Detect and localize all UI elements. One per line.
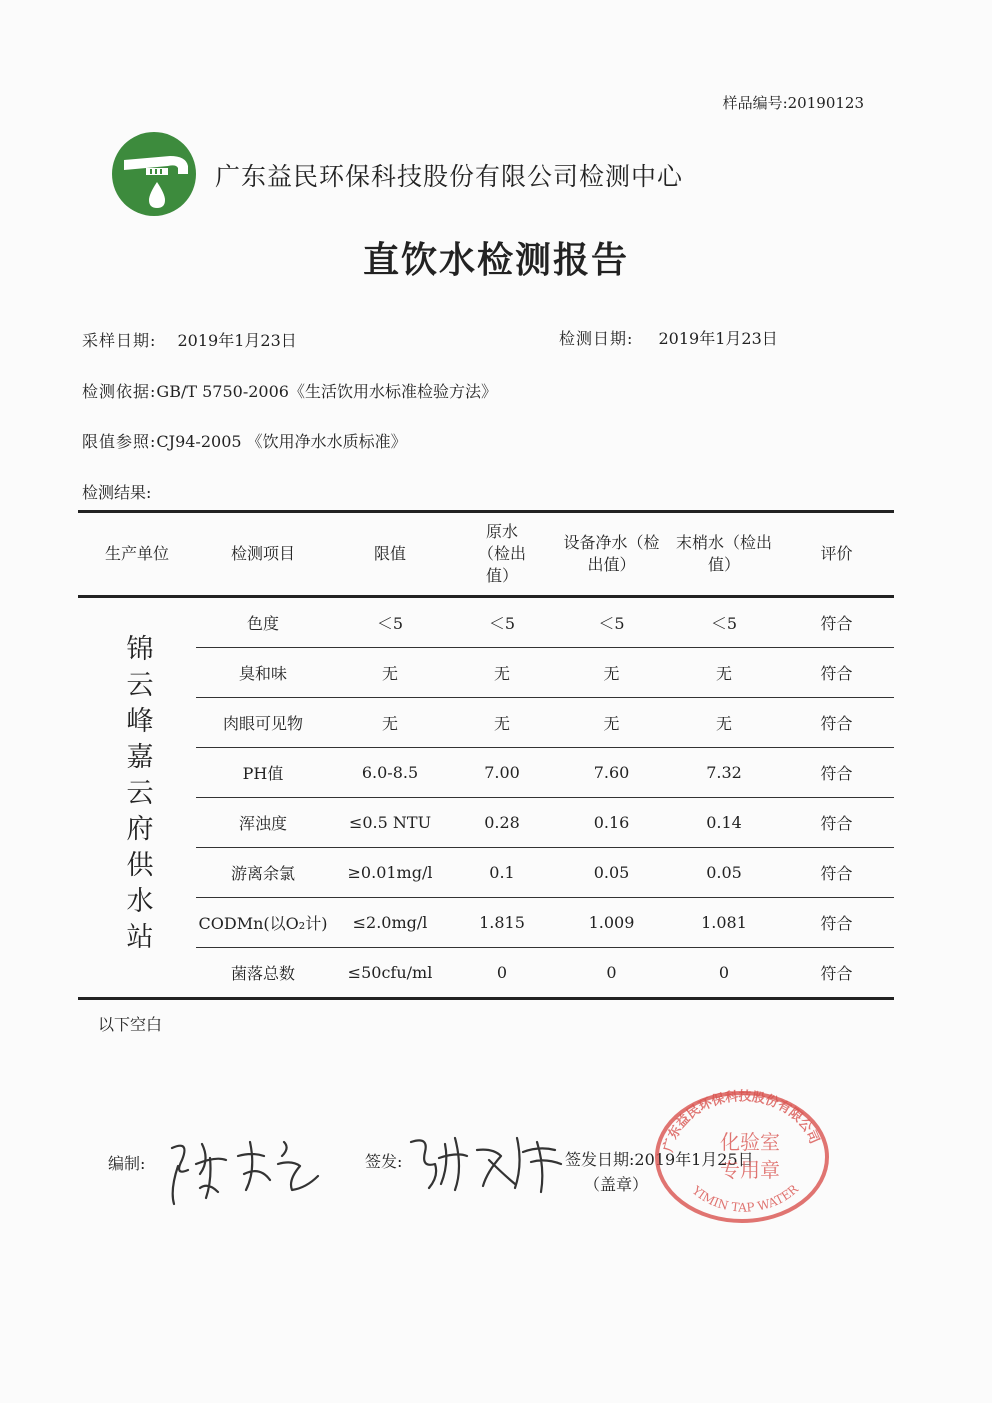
issue-date-label: 签发日期: [565, 1150, 635, 1169]
header-evaluation: 评价 [779, 512, 894, 597]
table-header-row [78, 512, 894, 597]
table-row [78, 948, 894, 999]
cell-item: PH值 [196, 748, 330, 798]
header-tap-water-text: 末梢水（检出值） [676, 533, 773, 574]
results-label: 检测结果: [82, 483, 152, 502]
cell-raw: ＜5 [450, 597, 554, 648]
cell-item: CODMn(以O₂计) [196, 898, 330, 948]
limit-reference-label: 限值参照: [82, 432, 157, 451]
test-date [559, 326, 778, 349]
cell-raw: 0.28 [450, 798, 554, 848]
table-row [78, 748, 894, 798]
cell-limit: 6.0-8.5 [330, 748, 450, 798]
sample-number-label: 样品编号: [722, 94, 788, 112]
limit-reference-value: CJ94-2005 《饮用净水水质标准》 [156, 432, 407, 451]
sampling-date-label: 采样日期: [82, 331, 157, 350]
prepared-signature-icon [160, 1130, 325, 1210]
cell-limit: ≥0.01mg/l [330, 848, 450, 898]
test-basis [82, 379, 497, 402]
results-table [78, 510, 894, 1000]
header-device-water-text: 设备净水（检出值） [563, 533, 660, 574]
report-title: 直饮水检测报告 [362, 239, 629, 281]
cell-result: 符合 [779, 798, 894, 848]
cell-device: 1.009 [554, 898, 669, 948]
production-unit: 锦云峰嘉云府供水站 [121, 633, 153, 958]
issuer-signature-icon [405, 1128, 570, 1200]
seal-bottom-text: YIMIN TAP WATER [689, 1181, 801, 1215]
cell-result: 符合 [779, 948, 894, 999]
prepared-by-label: 编制: [108, 1154, 146, 1173]
header-limit: 限值 [330, 512, 450, 597]
cell-item: 游离余氯 [196, 848, 330, 898]
cell-tap: 0.14 [669, 798, 779, 848]
header-raw-water-text: 原水（检出值） [477, 522, 526, 585]
cell-item: 肉眼可见物 [196, 698, 330, 748]
company-name: 广东益民环保科技股份有限公司检测中心 [215, 162, 684, 191]
company-logo-icon [110, 130, 198, 218]
production-unit-cell [78, 597, 196, 999]
table-row [78, 848, 894, 898]
cell-item: 色度 [196, 597, 330, 648]
seal-label: （盖章） [584, 1175, 649, 1194]
cell-limit: 无 [330, 648, 450, 698]
sampling-date-value: 2019年1月23日 [177, 331, 297, 350]
cell-tap: 1.081 [669, 898, 779, 948]
cell-device: 7.60 [554, 748, 669, 798]
cell-device: 0 [554, 948, 669, 999]
header-device-water [554, 512, 669, 597]
cell-item: 臭和味 [196, 648, 330, 698]
cell-tap: 7.32 [669, 748, 779, 798]
cell-tap: 0.05 [669, 848, 779, 898]
cell-limit: ≤0.5 NTU [330, 798, 450, 848]
cell-result: 符合 [779, 748, 894, 798]
cell-device: 0.16 [554, 798, 669, 848]
seal-mid-text-2: 专用章 [720, 1158, 780, 1182]
cell-result: 符合 [779, 848, 894, 898]
cell-limit: ≤2.0mg/l [330, 898, 450, 948]
table-row [78, 597, 894, 648]
test-basis-value: GB/T 5750-2006《生活饮用水标准检验方法》 [156, 382, 497, 401]
cell-item: 菌落总数 [196, 948, 330, 999]
seal-top-text: 广东益民环保科技股份有限公司 [661, 1089, 822, 1154]
cell-device: ＜5 [554, 597, 669, 648]
cell-tap: 无 [669, 648, 779, 698]
cell-raw: 7.00 [450, 748, 554, 798]
blank-below-note: 以下空白 [98, 1015, 163, 1034]
cell-result: 符合 [779, 698, 894, 748]
test-date-value: 2019年1月23日 [658, 329, 778, 348]
svg-text:YIMIN TAP WATER [689, 1181, 802, 1214]
limit-reference [82, 429, 407, 452]
official-seal-icon [650, 1085, 835, 1225]
cell-tap: ＜5 [669, 597, 779, 648]
issue-date-value: 2019年1月25日 [634, 1150, 754, 1169]
cell-raw: 无 [450, 698, 554, 748]
sample-number-value: 20190123 [787, 94, 864, 112]
cell-raw: 无 [450, 648, 554, 698]
cell-raw: 0 [450, 948, 554, 999]
cell-item: 浑浊度 [196, 798, 330, 848]
test-date-label: 检测日期: [559, 329, 634, 348]
cell-raw: 1.815 [450, 898, 554, 948]
sampling-date [82, 328, 297, 351]
header-unit: 生产单位 [78, 512, 196, 597]
cell-limit: ＜5 [330, 597, 450, 648]
seal-mid-text-1: 化验室 [720, 1130, 780, 1154]
cell-limit: 无 [330, 698, 450, 748]
cell-device: 无 [554, 648, 669, 698]
test-basis-label: 检测依据: [82, 382, 157, 401]
sample-number [723, 92, 864, 113]
issued-by-label: 签发: [365, 1152, 403, 1171]
table-row [78, 798, 894, 848]
cell-result: 符合 [779, 648, 894, 698]
cell-result: 符合 [779, 597, 894, 648]
cell-tap: 0 [669, 948, 779, 999]
cell-result: 符合 [779, 898, 894, 948]
header-item: 检测项目 [196, 512, 330, 597]
header-raw-water [450, 512, 554, 597]
table-row [78, 698, 894, 748]
cell-tap: 无 [669, 698, 779, 748]
cell-limit: ≤50cfu/ml [330, 948, 450, 999]
table-row [78, 898, 894, 948]
cell-raw: 0.1 [450, 848, 554, 898]
cell-device: 无 [554, 698, 669, 748]
table-row [78, 648, 894, 698]
header-tap-water [669, 512, 779, 597]
cell-device: 0.05 [554, 848, 669, 898]
